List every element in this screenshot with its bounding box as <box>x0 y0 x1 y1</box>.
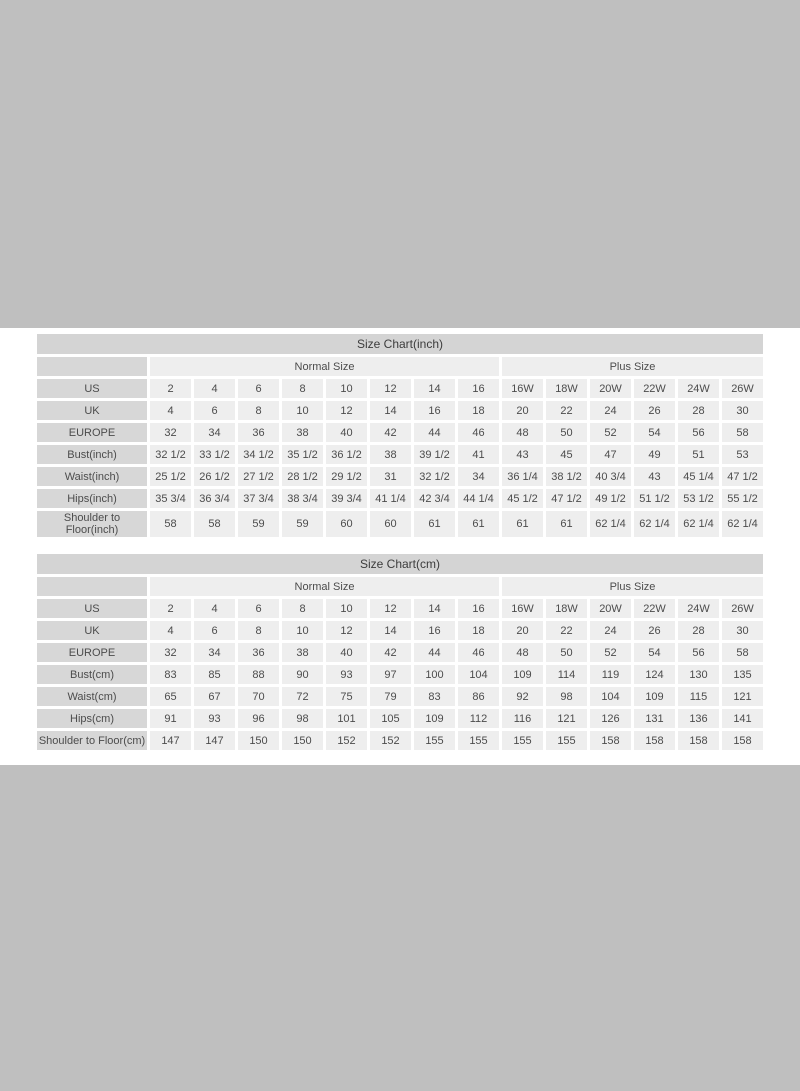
size-cell: 24 <box>590 621 631 640</box>
size-cell: 32 <box>150 643 191 662</box>
size-cell: 14 <box>414 599 455 618</box>
size-cell: 4 <box>194 379 235 398</box>
size-cell: 72 <box>282 687 323 706</box>
group-header-normal-size: Normal Size <box>150 357 499 376</box>
size-cell: 112 <box>458 709 499 728</box>
row-label: US <box>37 599 147 618</box>
size-chart-table <box>34 574 766 753</box>
size-cell: 20W <box>590 599 631 618</box>
size-cell: 8 <box>238 401 279 420</box>
size-cell: 155 <box>458 731 499 750</box>
size-cell: 34 <box>194 643 235 662</box>
size-cell: 10 <box>282 401 323 420</box>
size-chart-panel <box>0 328 800 765</box>
size-cell: 59 <box>238 511 279 537</box>
size-cell: 135 <box>722 665 763 684</box>
size-cell: 44 1/4 <box>458 489 499 508</box>
size-cell: 16W <box>502 379 543 398</box>
group-header-row <box>37 357 763 376</box>
size-cell: 62 1/4 <box>590 511 631 537</box>
size-cell: 47 1/2 <box>722 467 763 486</box>
size-cell: 60 <box>326 511 367 537</box>
size-cell: 38 1/2 <box>546 467 587 486</box>
size-cell: 109 <box>414 709 455 728</box>
size-cell: 20 <box>502 621 543 640</box>
row-label: EUROPE <box>37 423 147 442</box>
size-cell: 6 <box>238 599 279 618</box>
size-cell: 58 <box>194 511 235 537</box>
size-cell: 32 <box>150 423 191 442</box>
size-cell: 26W <box>722 379 763 398</box>
size-cell: 47 <box>590 445 631 464</box>
size-cell: 32 1/2 <box>150 445 191 464</box>
size-cell: 26 <box>634 401 675 420</box>
table-row <box>37 709 763 728</box>
size-cell: 39 1/2 <box>414 445 455 464</box>
corner-cell <box>37 577 147 596</box>
size-cell: 4 <box>194 599 235 618</box>
size-cell: 115 <box>678 687 719 706</box>
size-cell: 58 <box>150 511 191 537</box>
size-cell: 61 <box>458 511 499 537</box>
size-cell: 36 3/4 <box>194 489 235 508</box>
size-cell: 46 <box>458 643 499 662</box>
group-header-plus-size: Plus Size <box>502 577 763 596</box>
size-cell: 51 <box>678 445 719 464</box>
size-cell: 96 <box>238 709 279 728</box>
size-cell: 33 1/2 <box>194 445 235 464</box>
size-cell: 40 <box>326 643 367 662</box>
size-cell: 48 <box>502 423 543 442</box>
group-header-normal-size: Normal Size <box>150 577 499 596</box>
size-cell: 22W <box>634 379 675 398</box>
size-cell: 4 <box>150 621 191 640</box>
table-row <box>37 379 763 398</box>
size-cell: 155 <box>414 731 455 750</box>
size-cell: 8 <box>282 599 323 618</box>
size-cell: 131 <box>634 709 675 728</box>
size-cell: 105 <box>370 709 411 728</box>
size-cell: 43 <box>502 445 543 464</box>
size-cell: 62 1/4 <box>722 511 763 537</box>
size-cell: 100 <box>414 665 455 684</box>
size-cell: 58 <box>722 423 763 442</box>
size-cell: 58 <box>722 643 763 662</box>
size-cell: 67 <box>194 687 235 706</box>
size-cell: 36 1/2 <box>326 445 367 464</box>
size-cell: 59 <box>282 511 323 537</box>
size-cell: 104 <box>590 687 631 706</box>
table-row <box>37 731 763 750</box>
size-cell: 61 <box>502 511 543 537</box>
size-cell: 39 3/4 <box>326 489 367 508</box>
size-cell: 50 <box>546 643 587 662</box>
size-chart-title: Size Chart(inch) <box>37 334 763 354</box>
size-cell: 124 <box>634 665 675 684</box>
size-cell: 130 <box>678 665 719 684</box>
size-cell: 14 <box>370 621 411 640</box>
size-chart-section <box>37 334 763 540</box>
size-cell: 22 <box>546 621 587 640</box>
size-cell: 26 1/2 <box>194 467 235 486</box>
size-cell: 8 <box>282 379 323 398</box>
size-cell: 12 <box>326 401 367 420</box>
size-cell: 92 <box>502 687 543 706</box>
size-chart-section <box>37 554 763 753</box>
size-cell: 141 <box>722 709 763 728</box>
size-cell: 36 1/4 <box>502 467 543 486</box>
table-row <box>37 621 763 640</box>
size-cell: 2 <box>150 599 191 618</box>
size-cell: 52 <box>590 423 631 442</box>
size-cell: 38 3/4 <box>282 489 323 508</box>
size-cell: 104 <box>458 665 499 684</box>
size-cell: 49 <box>634 445 675 464</box>
size-cell: 16 <box>414 401 455 420</box>
row-label: Hips(inch) <box>37 489 147 508</box>
size-cell: 62 1/4 <box>678 511 719 537</box>
size-cell: 75 <box>326 687 367 706</box>
size-cell: 56 <box>678 423 719 442</box>
size-cell: 155 <box>546 731 587 750</box>
size-cell: 61 <box>414 511 455 537</box>
size-cell: 43 <box>634 467 675 486</box>
size-cell: 34 <box>194 423 235 442</box>
size-cell: 83 <box>150 665 191 684</box>
size-cell: 53 1/2 <box>678 489 719 508</box>
size-cell: 109 <box>502 665 543 684</box>
size-cell: 147 <box>194 731 235 750</box>
size-cell: 30 <box>722 401 763 420</box>
size-cell: 28 1/2 <box>282 467 323 486</box>
size-cell: 158 <box>678 731 719 750</box>
size-cell: 35 1/2 <box>282 445 323 464</box>
size-cell: 45 1/4 <box>678 467 719 486</box>
size-cell: 79 <box>370 687 411 706</box>
size-cell: 86 <box>458 687 499 706</box>
table-row <box>37 599 763 618</box>
table-row <box>37 511 763 537</box>
size-cell: 150 <box>282 731 323 750</box>
size-cell: 38 <box>282 423 323 442</box>
size-cell: 88 <box>238 665 279 684</box>
size-cell: 61 <box>546 511 587 537</box>
size-cell: 83 <box>414 687 455 706</box>
size-cell: 158 <box>722 731 763 750</box>
size-cell: 22W <box>634 599 675 618</box>
size-cell: 158 <box>634 731 675 750</box>
size-cell: 46 <box>458 423 499 442</box>
size-cell: 40 <box>326 423 367 442</box>
size-cell: 26 <box>634 621 675 640</box>
size-cell: 18 <box>458 621 499 640</box>
size-cell: 98 <box>546 687 587 706</box>
size-cell: 45 <box>546 445 587 464</box>
size-cell: 42 3/4 <box>414 489 455 508</box>
size-cell: 20W <box>590 379 631 398</box>
size-cell: 53 <box>722 445 763 464</box>
size-cell: 44 <box>414 423 455 442</box>
size-cell: 121 <box>722 687 763 706</box>
size-cell: 90 <box>282 665 323 684</box>
size-cell: 14 <box>414 379 455 398</box>
table-row <box>37 687 763 706</box>
size-chart-title: Size Chart(cm) <box>37 554 763 574</box>
size-cell: 93 <box>326 665 367 684</box>
table-row <box>37 423 763 442</box>
table-row <box>37 489 763 508</box>
size-cell: 6 <box>194 621 235 640</box>
size-cell: 60 <box>370 511 411 537</box>
table-row <box>37 665 763 684</box>
row-label: Waist(inch) <box>37 467 147 486</box>
size-cell: 36 <box>238 643 279 662</box>
size-cell: 10 <box>326 379 367 398</box>
size-cell: 56 <box>678 643 719 662</box>
size-cell: 12 <box>370 379 411 398</box>
size-cell: 20 <box>502 401 543 420</box>
size-cell: 47 1/2 <box>546 489 587 508</box>
size-cell: 54 <box>634 643 675 662</box>
size-cell: 24W <box>678 379 719 398</box>
size-cell: 31 <box>370 467 411 486</box>
size-cell: 6 <box>194 401 235 420</box>
corner-cell <box>37 357 147 376</box>
size-cell: 70 <box>238 687 279 706</box>
size-chart-table <box>34 354 766 540</box>
size-cell: 34 <box>458 467 499 486</box>
size-cell: 26W <box>722 599 763 618</box>
table-row <box>37 445 763 464</box>
row-label: Bust(inch) <box>37 445 147 464</box>
size-cell: 10 <box>326 599 367 618</box>
size-cell: 85 <box>194 665 235 684</box>
size-cell: 41 1/4 <box>370 489 411 508</box>
size-cell: 109 <box>634 687 675 706</box>
size-cell: 12 <box>326 621 367 640</box>
size-cell: 54 <box>634 423 675 442</box>
size-cell: 34 1/2 <box>238 445 279 464</box>
size-cell: 42 <box>370 423 411 442</box>
size-cell: 35 3/4 <box>150 489 191 508</box>
size-cell: 126 <box>590 709 631 728</box>
size-cell: 98 <box>282 709 323 728</box>
size-cell: 114 <box>546 665 587 684</box>
row-label: Hips(cm) <box>37 709 147 728</box>
size-cell: 37 3/4 <box>238 489 279 508</box>
size-cell: 30 <box>722 621 763 640</box>
table-row <box>37 467 763 486</box>
size-cell: 116 <box>502 709 543 728</box>
size-cell: 38 <box>282 643 323 662</box>
size-cell: 24W <box>678 599 719 618</box>
size-cell: 50 <box>546 423 587 442</box>
size-cell: 16W <box>502 599 543 618</box>
size-cell: 16 <box>414 621 455 640</box>
row-label: Shoulder to Floor(cm) <box>37 731 147 750</box>
size-cell: 119 <box>590 665 631 684</box>
table-row <box>37 643 763 662</box>
size-cell: 62 1/4 <box>634 511 675 537</box>
size-cell: 28 <box>678 621 719 640</box>
size-cell: 121 <box>546 709 587 728</box>
size-cell: 8 <box>238 621 279 640</box>
size-cell: 29 1/2 <box>326 467 367 486</box>
size-cell: 152 <box>370 731 411 750</box>
size-cell: 6 <box>238 379 279 398</box>
size-cell: 93 <box>194 709 235 728</box>
size-cell: 158 <box>590 731 631 750</box>
size-cell: 27 1/2 <box>238 467 279 486</box>
group-header-plus-size: Plus Size <box>502 357 763 376</box>
size-cell: 24 <box>590 401 631 420</box>
size-cell: 91 <box>150 709 191 728</box>
size-cell: 41 <box>458 445 499 464</box>
size-cell: 22 <box>546 401 587 420</box>
size-cell: 18 <box>458 401 499 420</box>
row-label: US <box>37 379 147 398</box>
size-cell: 155 <box>502 731 543 750</box>
size-cell: 2 <box>150 379 191 398</box>
size-cell: 45 1/2 <box>502 489 543 508</box>
size-cell: 136 <box>678 709 719 728</box>
size-cell: 32 1/2 <box>414 467 455 486</box>
size-cell: 97 <box>370 665 411 684</box>
size-cell: 38 <box>370 445 411 464</box>
size-cell: 10 <box>282 621 323 640</box>
size-cell: 40 3/4 <box>590 467 631 486</box>
size-cell: 14 <box>370 401 411 420</box>
size-cell: 16 <box>458 379 499 398</box>
size-cell: 44 <box>414 643 455 662</box>
size-cell: 42 <box>370 643 411 662</box>
size-cell: 101 <box>326 709 367 728</box>
size-cell: 150 <box>238 731 279 750</box>
size-cell: 48 <box>502 643 543 662</box>
size-cell: 49 1/2 <box>590 489 631 508</box>
size-cell: 4 <box>150 401 191 420</box>
row-label: UK <box>37 401 147 420</box>
size-cell: 18W <box>546 379 587 398</box>
size-cell: 36 <box>238 423 279 442</box>
size-cell: 16 <box>458 599 499 618</box>
size-cell: 52 <box>590 643 631 662</box>
size-cell: 12 <box>370 599 411 618</box>
size-cell: 152 <box>326 731 367 750</box>
size-cell: 65 <box>150 687 191 706</box>
row-label: Shoulder to Floor(inch) <box>37 511 147 537</box>
row-label: Bust(cm) <box>37 665 147 684</box>
group-header-row <box>37 577 763 596</box>
table-row <box>37 401 763 420</box>
size-cell: 55 1/2 <box>722 489 763 508</box>
row-label: Waist(cm) <box>37 687 147 706</box>
size-cell: 147 <box>150 731 191 750</box>
size-cell: 18W <box>546 599 587 618</box>
size-cell: 25 1/2 <box>150 467 191 486</box>
row-label: EUROPE <box>37 643 147 662</box>
size-cell: 51 1/2 <box>634 489 675 508</box>
row-label: UK <box>37 621 147 640</box>
size-cell: 28 <box>678 401 719 420</box>
